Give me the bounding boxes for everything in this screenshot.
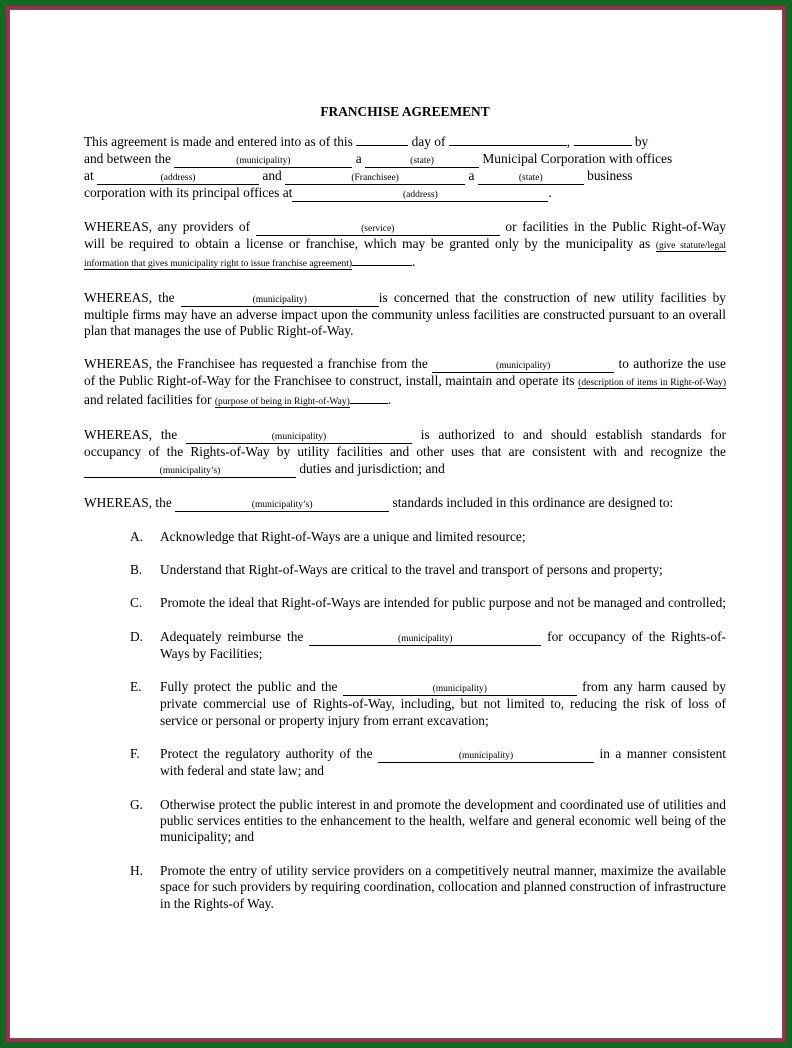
text: WHEREAS, the [84, 494, 172, 510]
list-item [84, 679, 726, 729]
whereas-providers [84, 219, 726, 273]
text: . [387, 391, 392, 407]
document-title: FRANCHISE AGREEMENT [320, 104, 490, 119]
purpose-blank-tail[interactable] [350, 403, 388, 404]
list-item [84, 797, 726, 846]
text: . [548, 184, 552, 200]
municipality-blank[interactable]: (municipality) [174, 156, 352, 168]
list-item-text: Promote the ideal that Right-of-Ways are intended for public purpose and not be managed and controlled; [160, 595, 726, 611]
text: by [634, 134, 649, 150]
document-page [84, 104, 726, 929]
text: for occupancy of the Rights-of-Ways by Facilities; [160, 628, 726, 661]
text: . [412, 254, 416, 270]
day-blank[interactable] [356, 145, 408, 146]
text: in a manner consistent with federal and state law; and [160, 746, 726, 779]
list-marker: C. [130, 595, 143, 611]
whereas-standards [84, 495, 726, 512]
list-item-text: Promote the entry of utility service providers on a competitively neutral manner, maximize the available space for such providers by requiring coordination, collocation and planned construction of infrastructure in the Rights-of Way. [160, 862, 726, 911]
text: Protect the regulatory authority of the [160, 746, 373, 762]
municipality-blank[interactable]: (municipality) [186, 432, 412, 444]
municipality-blank[interactable]: (municipality) [309, 634, 541, 646]
text: a [468, 167, 475, 183]
principal-address-blank[interactable]: (address) [292, 190, 548, 202]
list-item [84, 595, 726, 611]
address-blank[interactable]: (address) [97, 173, 259, 185]
list-marker: A. [130, 528, 144, 544]
list-item [84, 629, 726, 662]
text: This agreement is made and entered into as of this [84, 134, 353, 150]
municipality-blank[interactable]: (municipality) [343, 684, 577, 696]
intro-paragraph [84, 134, 726, 201]
municipality-blank[interactable]: (municipality) [181, 295, 379, 307]
list-item-text: Otherwise protect the public interest in and promote the development and coordinated use of utilities and public services entities to the enhancement to the health, welfare and general economic well being of the municipality; and [160, 796, 726, 845]
text: and related facilities for [84, 391, 212, 407]
municipality-blank[interactable]: (municipality) [378, 751, 594, 763]
municipalitys-blank[interactable]: (municipality’s) [175, 500, 389, 512]
list-item-text [160, 629, 726, 662]
year-blank[interactable] [574, 145, 632, 146]
text: from any harm caused by private commercial use of Rights-of-Way, including, but not limited to, reducing the risk of loss of service or personal or property injury from errant excavation; [160, 679, 727, 728]
text: duties and jurisdiction; and [299, 460, 445, 476]
list-marker: G. [130, 796, 144, 812]
list-item-text [160, 679, 726, 729]
whereas-authorized [84, 427, 726, 477]
text: to authorize the use of the Public Right-of-Way for the Franchisee to construct, install, maintain and operate its [84, 356, 726, 389]
list-item [84, 746, 726, 779]
list-marker: B. [130, 562, 143, 578]
text: standards included in this ordinance are designed to: [392, 494, 674, 510]
municipality-blank[interactable]: (municipality) [432, 361, 614, 373]
month-blank[interactable] [449, 145, 567, 146]
list-item [84, 529, 726, 545]
service-blank[interactable]: (service) [256, 224, 500, 236]
list-marker: D. [130, 628, 144, 644]
text: and between the [84, 150, 171, 166]
text: is authorized to and should establish standards for occupancy of the Rights-of-Way by utility facilities and other uses that are consistent with and recognize the [84, 427, 726, 460]
text: business [587, 167, 633, 183]
text: day of [411, 134, 446, 150]
text: , [566, 134, 571, 150]
standards-list [84, 529, 726, 912]
text: Fully protect the public and the [160, 679, 338, 695]
text: a [355, 150, 362, 166]
text: is concerned that the construction of new utility facilities by multiple firms may have an adverse impact upon the community unless facilities are constructed pursuant to an overall plan that manages the use of Public Right-of-Way. [84, 289, 726, 339]
text: at [84, 167, 94, 183]
text: WHEREAS, the [84, 289, 175, 305]
text: or facilities in the Public Right-of-Way will be required to obtain a license or franchise, which may be granted only by the municipality as [84, 218, 726, 251]
purpose-blank[interactable]: (purpose of being in Right-of-Way) [214, 396, 350, 407]
list-item-text: Acknowledge that Right-of-Ways are a unique and limited resource; [160, 528, 526, 544]
list-marker: F. [130, 746, 140, 762]
franchisee-blank[interactable]: (Franchisee) [285, 173, 465, 185]
list-item-text [160, 746, 726, 779]
statute-blank-tail[interactable] [352, 265, 412, 266]
list-item [84, 562, 726, 578]
text: Adequately reimburse the [160, 628, 304, 644]
description-blank[interactable]: (description of items in Right-of-Way) [578, 378, 726, 389]
text: WHEREAS, the Franchisee has requested a franchise from the [84, 356, 428, 372]
whereas-requested [84, 356, 726, 410]
statute-blank[interactable]: (give statute/legal information that gives municipality right to issue franchise agreement) [84, 240, 726, 270]
municipalitys-blank[interactable]: (municipality’s) [84, 466, 296, 478]
state-blank[interactable]: (state) [365, 156, 479, 168]
list-marker: E. [130, 679, 142, 695]
list-marker: H. [130, 862, 144, 878]
text: WHEREAS, any providers of [84, 218, 251, 234]
list-item [84, 863, 726, 912]
whereas-concerned [84, 290, 726, 340]
text: and [262, 167, 282, 183]
text: corporation with its principal offices at [84, 184, 293, 200]
text: WHEREAS, the [84, 427, 178, 443]
list-item-text: Understand that Right-of-Ways are critical to the travel and transport of persons and property; [160, 562, 663, 578]
text: Municipal Corporation with offices [482, 150, 673, 166]
state-blank-2[interactable]: (state) [478, 173, 584, 185]
